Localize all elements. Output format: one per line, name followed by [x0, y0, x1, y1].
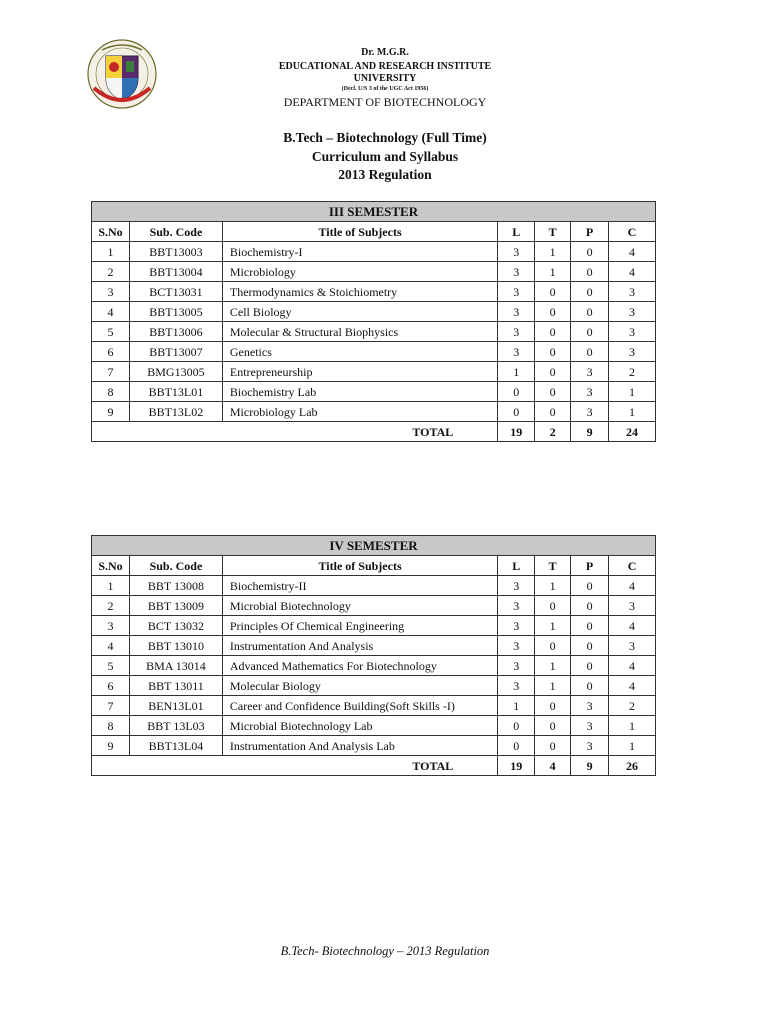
cell-code: BBT 13L03	[129, 716, 222, 736]
table-row	[92, 596, 656, 616]
cell-t: 0	[535, 382, 571, 402]
table-row	[92, 322, 656, 342]
cell-sno: 1	[92, 242, 130, 262]
cell-code: BBT13L02	[129, 402, 222, 422]
cell-sno: 5	[92, 322, 130, 342]
cell-p: 3	[571, 362, 609, 382]
cell-c: 2	[609, 696, 656, 716]
sem4-table	[91, 535, 656, 776]
cell-code: BMG13005	[129, 362, 222, 382]
total-c: 24	[609, 422, 656, 442]
table-row	[92, 656, 656, 676]
cell-l: 3	[498, 616, 535, 636]
cell-l: 3	[498, 302, 535, 322]
cell-t: 1	[535, 242, 571, 262]
cell-l: 1	[498, 362, 535, 382]
cell-t: 0	[535, 362, 571, 382]
cell-code: BBT13004	[129, 262, 222, 282]
cell-l: 3	[498, 656, 535, 676]
table-row	[92, 576, 656, 596]
total-p: 9	[571, 756, 609, 776]
institute-name-line3: UNIVERSITY	[353, 73, 417, 84]
cell-code: BBT 13011	[129, 676, 222, 696]
cell-l: 3	[498, 636, 535, 656]
cell-l: 3	[498, 576, 535, 596]
cell-code: BBT13L04	[129, 736, 222, 756]
sem4-heading-row	[92, 536, 656, 556]
cell-title: Molecular & Structural Biophysics	[222, 322, 497, 342]
sem3-table	[91, 201, 656, 442]
col-p-header: P	[571, 556, 609, 576]
cell-title: Microbiology	[222, 262, 497, 282]
cell-code: BBT 13010	[129, 636, 222, 656]
cell-sno: 6	[92, 342, 130, 362]
cell-sno: 3	[92, 282, 130, 302]
cell-c: 4	[609, 656, 656, 676]
cell-title: Microbiology Lab	[222, 402, 497, 422]
cell-t: 0	[535, 282, 571, 302]
total-label: TOTAL	[92, 422, 498, 442]
cell-c: 3	[609, 322, 656, 342]
cell-c: 3	[609, 302, 656, 322]
cell-code: BMA 13014	[129, 656, 222, 676]
cell-c: 3	[609, 636, 656, 656]
cell-p: 3	[571, 736, 609, 756]
sem4-heading: IV SEMESTER	[92, 536, 656, 556]
table-row	[92, 676, 656, 696]
cell-p: 0	[571, 676, 609, 696]
table-row	[92, 302, 656, 322]
cell-code: BEN13L01	[129, 696, 222, 716]
institute-name-line2: EDUCATIONAL AND RESEARCH INSTITUTE	[278, 61, 492, 72]
cell-t: 0	[535, 696, 571, 716]
sem3-column-header-row	[92, 222, 656, 242]
cell-c: 1	[609, 736, 656, 756]
table-row	[92, 716, 656, 736]
col-sno-header: S.No	[92, 556, 130, 576]
table-row	[92, 382, 656, 402]
cell-code: BBT13007	[129, 342, 222, 362]
cell-t: 0	[535, 636, 571, 656]
total-t: 2	[535, 422, 571, 442]
col-t-header: T	[535, 556, 571, 576]
cell-p: 0	[571, 576, 609, 596]
cell-c: 1	[609, 402, 656, 422]
col-c-header: C	[609, 556, 656, 576]
total-c: 26	[609, 756, 656, 776]
cell-p: 3	[571, 402, 609, 422]
cell-c: 1	[609, 716, 656, 736]
sem3-heading: III SEMESTER	[92, 202, 656, 222]
cell-c: 2	[609, 362, 656, 382]
cell-sno: 5	[92, 656, 130, 676]
cell-t: 1	[535, 576, 571, 596]
cell-l: 3	[498, 596, 535, 616]
cell-t: 0	[535, 342, 571, 362]
cell-title: Biochemistry-I	[222, 242, 497, 262]
cell-c: 4	[609, 262, 656, 282]
cell-t: 1	[535, 676, 571, 696]
col-p-header: P	[571, 222, 609, 242]
cell-title: Principles Of Chemical Engineering	[222, 616, 497, 636]
table-row	[92, 402, 656, 422]
cell-sno: 6	[92, 676, 130, 696]
total-l: 19	[498, 422, 535, 442]
cell-title: Instrumentation And Analysis Lab	[222, 736, 497, 756]
cell-code: BBT 13009	[129, 596, 222, 616]
cell-code: BBT13L01	[129, 382, 222, 402]
cell-t: 0	[535, 716, 571, 736]
table-row	[92, 696, 656, 716]
cell-code: BCT 13032	[129, 616, 222, 636]
sem3-heading-row	[92, 202, 656, 222]
col-title-header: Title of Subjects	[222, 556, 497, 576]
table-row	[92, 362, 656, 382]
cell-code: BCT13031	[129, 282, 222, 302]
col-t-header: T	[535, 222, 571, 242]
cell-l: 3	[498, 342, 535, 362]
cell-code: BBT13003	[129, 242, 222, 262]
cell-title: Cell Biology	[222, 302, 497, 322]
department-name: DEPARTMENT OF BIOTECHNOLOGY	[283, 95, 487, 109]
cell-title: Biochemistry-II	[222, 576, 497, 596]
cell-sno: 3	[92, 616, 130, 636]
cell-t: 0	[535, 302, 571, 322]
cell-c: 3	[609, 596, 656, 616]
cell-title: Thermodynamics & Stoichiometry	[222, 282, 497, 302]
cell-c: 3	[609, 342, 656, 362]
cell-c: 4	[609, 616, 656, 636]
cell-t: 0	[535, 736, 571, 756]
cell-sno: 8	[92, 716, 130, 736]
cell-code: BBT 13008	[129, 576, 222, 596]
cell-p: 3	[571, 716, 609, 736]
regulation-year: 2013 Regulation	[338, 167, 432, 182]
col-title-header: Title of Subjects	[222, 222, 497, 242]
cell-sno: 7	[92, 362, 130, 382]
total-row	[92, 422, 656, 442]
table-row	[92, 636, 656, 656]
table-row	[92, 282, 656, 302]
col-l-header: L	[498, 556, 535, 576]
cell-title: Entrepreneurship	[222, 362, 497, 382]
cell-p: 0	[571, 636, 609, 656]
cell-t: 1	[535, 262, 571, 282]
cell-t: 0	[535, 322, 571, 342]
cell-l: 3	[498, 242, 535, 262]
cell-l: 3	[498, 676, 535, 696]
cell-c: 4	[609, 676, 656, 696]
col-c-header: C	[609, 222, 656, 242]
sem4-column-header-row	[92, 556, 656, 576]
cell-p: 0	[571, 302, 609, 322]
cell-p: 0	[571, 282, 609, 302]
cell-p: 0	[571, 322, 609, 342]
cell-p: 0	[571, 596, 609, 616]
cell-l: 3	[498, 282, 535, 302]
cell-p: 0	[571, 242, 609, 262]
total-p: 9	[571, 422, 609, 442]
cell-l: 0	[498, 736, 535, 756]
cell-title: Advanced Mathematics For Biotechnology	[222, 656, 497, 676]
cell-c: 4	[609, 576, 656, 596]
cell-title: Instrumentation And Analysis	[222, 636, 497, 656]
cell-l: 3	[498, 322, 535, 342]
col-l-header: L	[498, 222, 535, 242]
cell-title: Microbial Biotechnology	[222, 596, 497, 616]
university-emblem-logo	[84, 38, 160, 114]
table-row	[92, 242, 656, 262]
table-row	[92, 616, 656, 636]
col-code-header: Sub. Code	[129, 222, 222, 242]
total-l: 19	[498, 756, 535, 776]
cell-p: 0	[571, 262, 609, 282]
cell-t: 1	[535, 616, 571, 636]
cell-title: Career and Confidence Building(Soft Skills -I)	[222, 696, 497, 716]
cell-title: Microbial Biotechnology Lab	[222, 716, 497, 736]
cell-title: Genetics	[222, 342, 497, 362]
cell-sno: 2	[92, 596, 130, 616]
cell-p: 3	[571, 696, 609, 716]
cell-sno: 1	[92, 576, 130, 596]
cell-t: 0	[535, 596, 571, 616]
table-row	[92, 342, 656, 362]
cell-p: 0	[571, 616, 609, 636]
document-subtitle: Curriculum and Syllabus	[311, 149, 459, 164]
cell-title: Molecular Biology	[222, 676, 497, 696]
page-footer: B.Tech- Biotechnology – 2013 Regulation	[280, 944, 490, 958]
cell-l: 0	[498, 402, 535, 422]
institute-name-line1: Dr. M.G.R.	[361, 47, 409, 58]
cell-sno: 4	[92, 636, 130, 656]
cell-l: 1	[498, 696, 535, 716]
cell-c: 3	[609, 282, 656, 302]
cell-t: 1	[535, 656, 571, 676]
cell-sno: 8	[92, 382, 130, 402]
cell-sno: 7	[92, 696, 130, 716]
cell-sno: 4	[92, 302, 130, 322]
total-label: TOTAL	[92, 756, 498, 776]
cell-c: 1	[609, 382, 656, 402]
table-row	[92, 262, 656, 282]
col-code-header: Sub. Code	[129, 556, 222, 576]
cell-l: 0	[498, 716, 535, 736]
cell-c: 4	[609, 242, 656, 262]
document-title: B.Tech – Biotechnology (Full Time)	[283, 130, 487, 145]
cell-p: 0	[571, 342, 609, 362]
cell-code: BBT13005	[129, 302, 222, 322]
cell-title: Biochemistry Lab	[222, 382, 497, 402]
table-row	[92, 736, 656, 756]
cell-t: 0	[535, 402, 571, 422]
col-sno-header: S.No	[92, 222, 130, 242]
cell-p: 0	[571, 656, 609, 676]
cell-code: BBT13006	[129, 322, 222, 342]
cell-sno: 9	[92, 402, 130, 422]
cell-sno: 9	[92, 736, 130, 756]
total-t: 4	[535, 756, 571, 776]
cell-sno: 2	[92, 262, 130, 282]
cell-l: 0	[498, 382, 535, 402]
total-row	[92, 756, 656, 776]
institute-declaration: (Decl. U/S 3 of the UGC Act 1956)	[341, 86, 429, 92]
cell-p: 3	[571, 382, 609, 402]
cell-l: 3	[498, 262, 535, 282]
